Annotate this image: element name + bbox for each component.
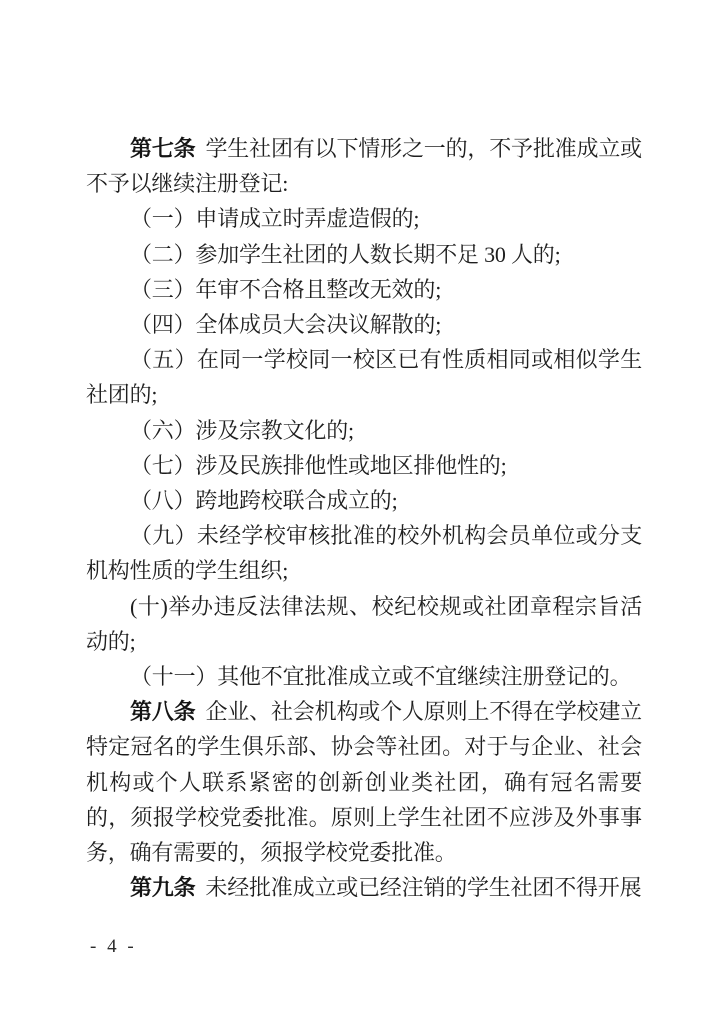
paragraph-text: （九）未经学校审核批准的校外机构会员单位或分支机构性质的学生组织; [86,523,642,584]
item-paragraph [86,589,642,659]
paragraph-text: （三）年审不合格且整改无效的; [130,276,442,302]
paragraph-text: （七）涉及民族排他性或地区排他性的; [130,452,507,478]
paragraph-text: 未经批准成立或已经注销的学生社团不得开展 [205,875,642,901]
document-body [86,131,642,905]
paragraph-text: （二）参加学生社团的人数长期不足 30 人的; [130,241,561,267]
item-paragraph [86,342,642,412]
paragraph-text: （一）申请成立时弄虚造假的; [130,206,420,232]
paragraph-text: （十一）其他不宜批准成立或不宜继续注册登记的。 [130,664,632,690]
paragraph-text: （五）在同一学校同一校区已有性质相同或相似学生社团的; [86,347,642,408]
paragraph-text: （四）全体成员大会决议解散的; [130,312,442,338]
article-number: 第九条 [130,875,196,901]
paragraph-text: 学生社团有以下情形之一的，不予批准成立或不予以继续注册登记: [86,136,642,197]
paragraph-text: 企业、社会机构或个人原则上不得在学校建立特定冠名的学生俱乐部、协会等社团。对于与企业、社会机构或个人联系紧密的创新创业类社团，确有冠名需要的，须报学校党委批准。原则上学生社团不应涉及外事事务，确有需要的，须报学校党委批准。 [86,699,642,866]
item-paragraph [86,272,642,307]
article-paragraph [86,131,642,201]
item-paragraph [86,201,642,236]
paragraph-text: （八）跨地跨校联合成立的; [130,488,398,514]
paragraph-text: (十)举办违反法律法规、校纪校规或社团章程宗旨活动的; [86,593,642,654]
article-paragraph [86,694,642,870]
item-paragraph [86,237,642,272]
paragraph-text: （六）涉及宗教文化的; [130,417,354,443]
item-paragraph [86,448,642,483]
article-number: 第七条 [130,136,196,161]
item-paragraph [86,483,642,518]
article-number: 第八条 [130,699,196,725]
page-number: - 4 - [90,936,137,957]
item-paragraph [86,659,642,694]
item-paragraph [86,518,642,588]
article-paragraph [86,870,642,905]
item-paragraph [86,307,642,342]
item-paragraph [86,413,642,448]
